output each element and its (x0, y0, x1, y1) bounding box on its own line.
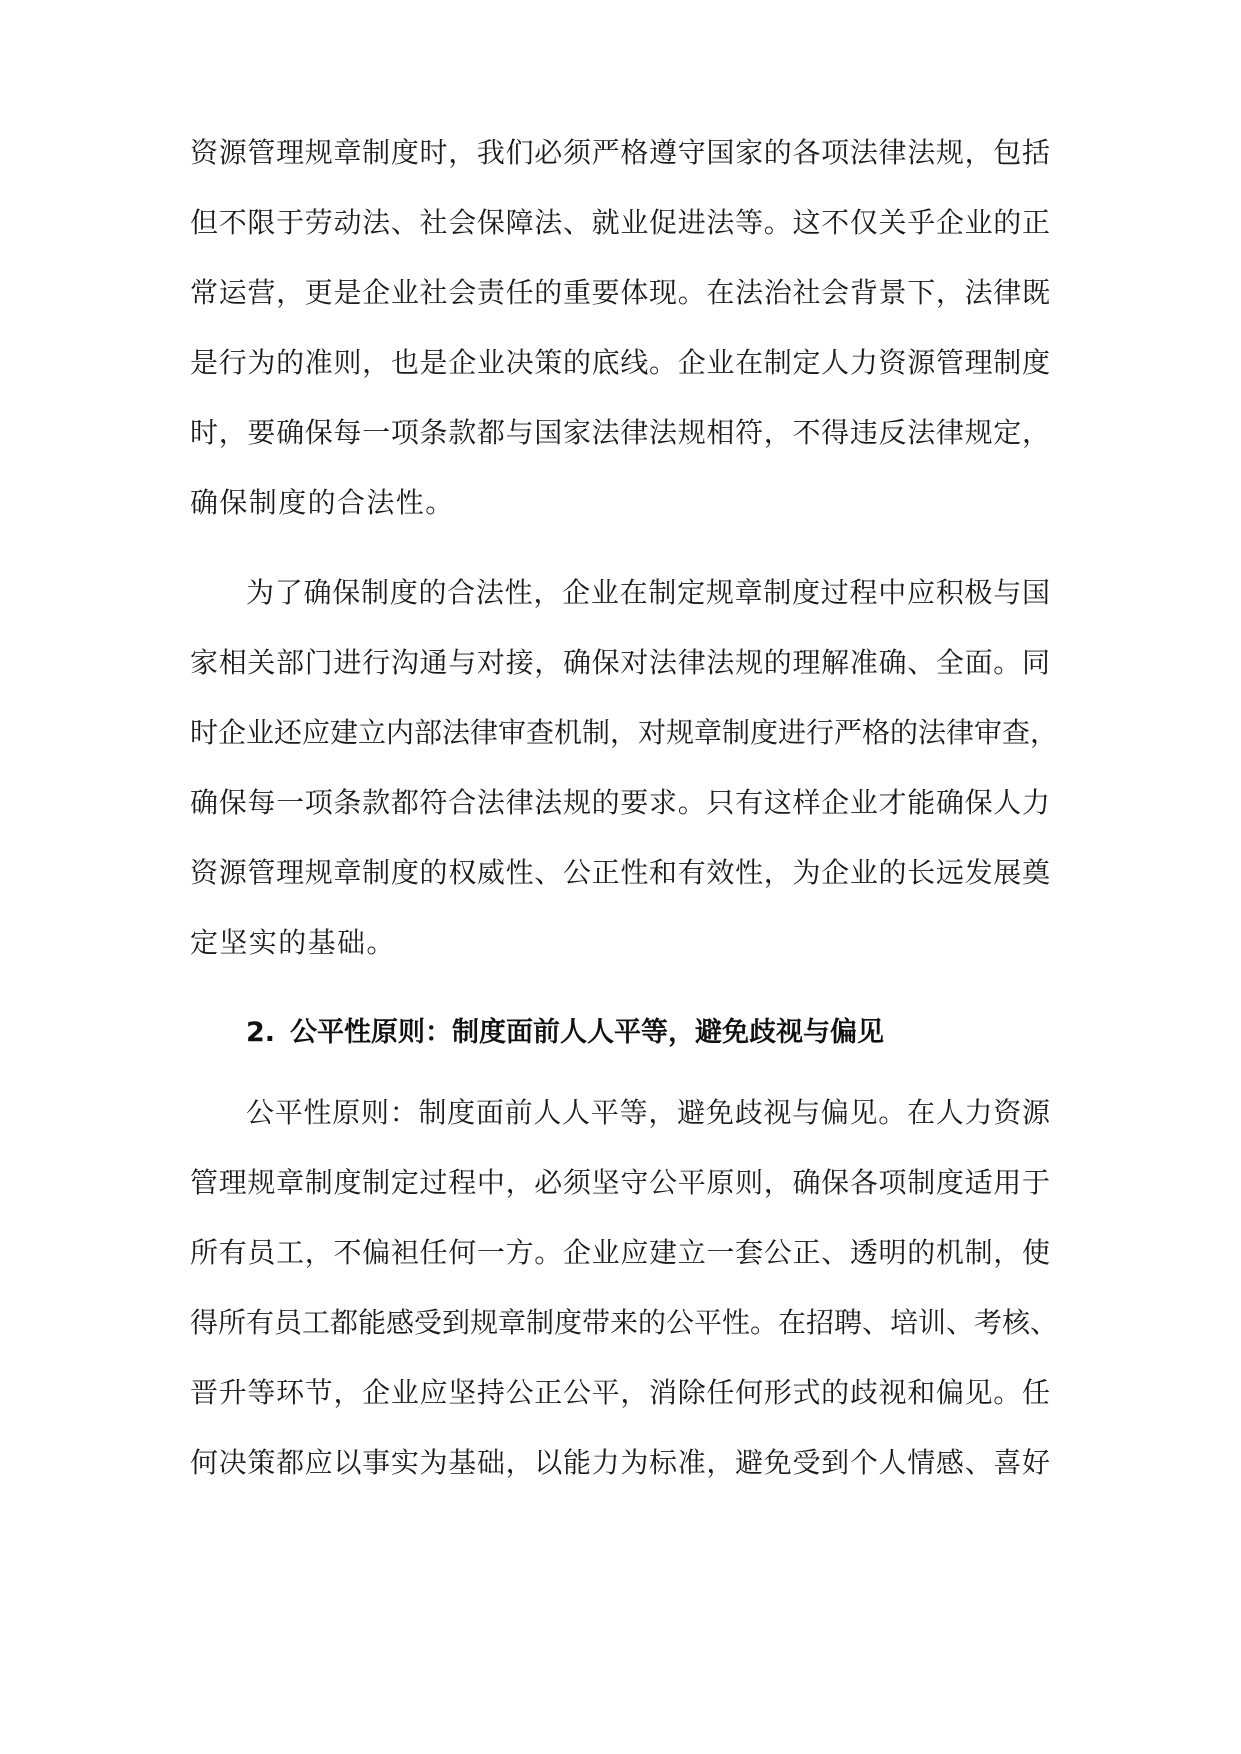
section-heading (246, 1013, 1050, 1053)
paragraph-line: 为了确保制度的合法性，企业在制定规章制度过程中应积极与国 (246, 576, 1050, 609)
section-number: 2. (246, 1017, 276, 1048)
paragraph-line: 所有员工，不偏袒任何一方。企业应建立一套公正、透明的机制，使 (190, 1236, 1050, 1269)
paragraph-line: 何决策都应以事实为基础，以能力为标准，避免受到个人情感、喜好 (190, 1446, 1050, 1479)
paragraph-line: 资源管理规章制度时，我们必须严格遵守国家的各项法律法规，包括 (190, 136, 1050, 169)
paragraph-line: 定坚实的基础。 (190, 926, 396, 959)
paragraph-line: 常运营，更是企业社会责任的重要体现。在法治社会背景下，法律既 (190, 276, 1050, 309)
paragraph-line: 公平性原则：制度面前人人平等，避免歧视与偏见。在人力资源 (246, 1096, 1050, 1129)
paragraph-line: 晋升等环节，企业应坚持公正公平，消除任何形式的歧视和偏见。任 (190, 1376, 1050, 1409)
paragraph-line: 确保制度的合法性。 (190, 486, 455, 519)
paragraph-line: 管理规章制度制定过程中，必须坚守公平原则，确保各项制度适用于 (190, 1166, 1050, 1199)
paragraph-line: 确保每一项条款都符合法律法规的要求。只有这样企业才能确保人力 (190, 786, 1050, 819)
paragraph-line: 但不限于劳动法、社会保障法、就业促进法等。这不仅关乎企业的正 (190, 206, 1050, 239)
paragraph-line: 得所有员工都能感受到规章制度带来的公平性。在招聘、培训、考核、 (190, 1306, 1059, 1339)
paragraph-line: 资源管理规章制度的权威性、公正性和有效性，为企业的长远发展奠 (190, 856, 1050, 889)
section-title: 公平性原则：制度面前人人平等，避免歧视与偏见 (290, 1017, 884, 1048)
paragraph-line: 家相关部门进行沟通与对接，确保对法律法规的理解准确、全面。同 (190, 646, 1050, 679)
paragraph-line: 时企业还应建立内部法律审查机制，对规章制度进行严格的法律审查， (190, 716, 1059, 749)
paragraph-line: 是行为的准则，也是企业决策的底线。企业在制定人力资源管理制度 (190, 346, 1050, 379)
paragraph-line: 时，要确保每一项条款都与国家法律法规相符，不得违反法律规定， (190, 416, 1050, 449)
